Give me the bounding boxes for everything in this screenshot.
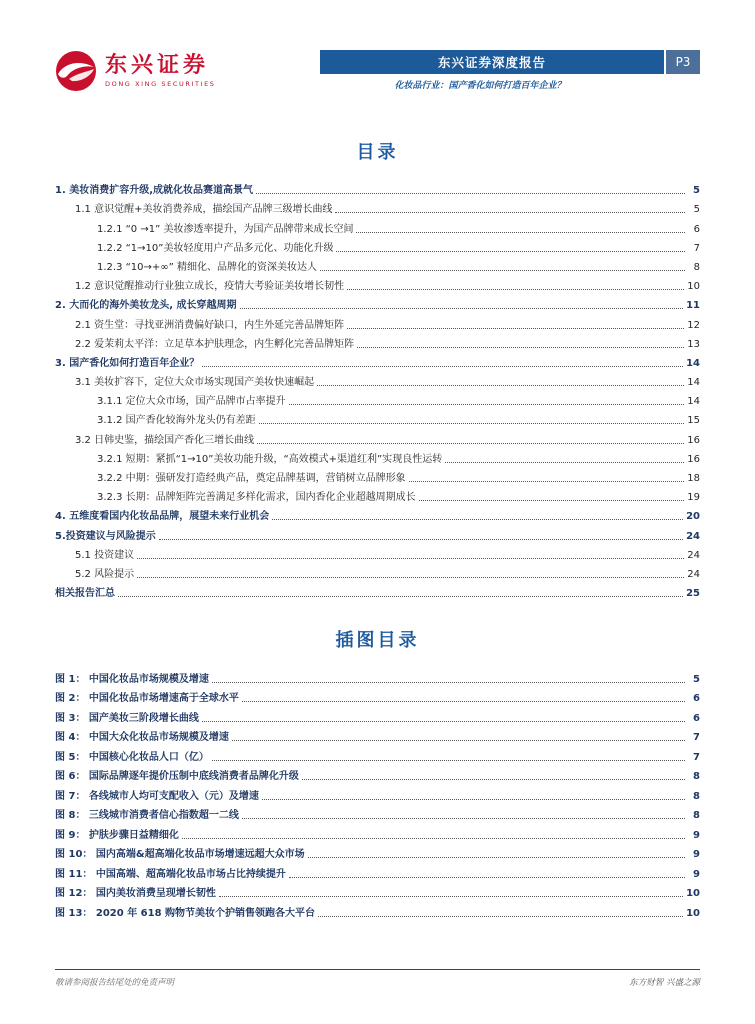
dot-leader — [212, 760, 685, 761]
brand-logo — [55, 50, 216, 92]
figure-entry-label: 图 11： 中国高端、超高端化妆品市场占比持续提升 — [55, 868, 286, 880]
figure-entry-page: 6 — [693, 693, 700, 705]
toc-entry-label: 1. 美妆消费扩容升级,成就化妆品赛道高景气 — [55, 185, 254, 197]
toc-entry[interactable] — [55, 351, 700, 370]
dot-leader — [289, 404, 685, 405]
toc-entry-page: 14 — [687, 396, 700, 408]
figure-entry-label: 图 7： 各线城市人均可支配收入（元）及增速 — [55, 790, 259, 802]
dot-leader — [409, 481, 685, 482]
figure-entry-page: 8 — [693, 771, 700, 783]
toc-entry-page: 11 — [686, 300, 700, 312]
toc-entry-page: 14 — [686, 357, 700, 369]
toc-entry-label: 3.2.3 长期：品牌矩阵完善满足多样化需求，国内香化企业超越周期成长 — [97, 492, 416, 504]
toc-entry-page: 19 — [687, 492, 700, 504]
figure-entry[interactable] — [55, 881, 700, 901]
dot-leader — [347, 289, 684, 290]
figure-entry-label: 图 4： 中国大众化妆品市场规模及增速 — [55, 732, 229, 744]
toc-entry-label: 5.投资建议与风险提示 — [55, 530, 156, 542]
page-footer — [55, 969, 700, 988]
toc-entry[interactable] — [55, 370, 700, 389]
toc-entry-page: 6 — [693, 223, 700, 235]
toc-entry-page: 18 — [687, 473, 700, 484]
toc-entry-page: 25 — [686, 588, 700, 600]
figure-entry-page: 8 — [693, 790, 700, 802]
figure-entry-page: 7 — [693, 751, 700, 763]
dot-leader — [445, 462, 684, 463]
figure-entry-label: 图 1： 中国化妆品市场规模及增速 — [55, 673, 209, 685]
toc-entry-page: 14 — [687, 377, 700, 389]
toc-entry-label: 2.1 资生堂：寻找亚洲消费偏好缺口，内生外延完善品牌矩阵 — [75, 319, 345, 331]
figure-entry-page: 10 — [686, 888, 700, 900]
toc-entry-page: 16 — [687, 434, 700, 446]
toc-entry-page: 10 — [687, 281, 700, 293]
toc-entry-label: 3.2.1 短期：紧抓“1→10”美妆功能升级，“高效模式+渠道红利”实现良性运转 — [97, 453, 443, 465]
toc-entry-label: 1.1 意识觉醒+美妆消费养成，描绘国产品牌三级增长曲线 — [75, 204, 333, 216]
figure-entry[interactable] — [55, 861, 700, 881]
dot-leader — [289, 877, 685, 878]
toc-entry-page: 20 — [686, 511, 700, 523]
figure-entry-page: 9 — [693, 849, 700, 861]
dot-leader — [202, 721, 685, 722]
toc-entry[interactable] — [55, 581, 700, 600]
toc-entry[interactable] — [55, 197, 700, 216]
toc-entry-label: 3.1.2 国产香化较海外龙头仍有差距 — [97, 415, 256, 427]
toc-title: 目录 — [356, 142, 399, 163]
toc-entry-page: 5 — [693, 185, 700, 197]
toc-entry-label: 相关报告汇总 — [55, 588, 115, 600]
dot-leader — [336, 251, 685, 252]
dot-leader — [259, 423, 685, 424]
brand-name-en: DONG XING SECURITIES — [105, 80, 216, 89]
disclaimer-note: 敬请参阅报告结尾处的免责声明 — [55, 978, 175, 988]
report-subtitle: 化妆品行业：国产香化如何打造百年企业？ — [394, 81, 566, 91]
figure-entry-label: 图 6： 国际品牌逐年提价压制中底线消费者品牌化升级 — [55, 771, 299, 783]
figure-entry-page: 6 — [693, 712, 700, 724]
figure-entry[interactable] — [55, 900, 700, 920]
dot-leader — [159, 539, 683, 540]
figure-entry-label: 图 10： 国内高端&超高端化妆品市场增速远超大众市场 — [55, 849, 305, 861]
toc-entry-page: 24 — [687, 568, 700, 580]
toc-entry-page: 7 — [693, 242, 700, 254]
toc-entry[interactable] — [55, 466, 700, 485]
toc-entry-label: 3.2 日韩史鉴，描绘国产香化三增长曲线 — [75, 434, 255, 446]
header-banner-group — [320, 50, 700, 91]
figure-entry-page: 10 — [686, 907, 700, 919]
figure-entry[interactable] — [55, 705, 700, 725]
dot-leader — [272, 519, 683, 520]
toc-list — [55, 178, 700, 600]
dot-leader — [318, 916, 683, 917]
figure-entry[interactable] — [55, 744, 700, 764]
dot-leader — [242, 818, 685, 819]
dot-leader — [219, 896, 683, 897]
toc-entry-label: 5.1 投资建议 — [75, 549, 135, 561]
toc-entry-page: 24 — [687, 549, 700, 561]
toc-entry[interactable] — [55, 389, 700, 408]
figure-entry-page: 9 — [693, 829, 700, 841]
toc-entry[interactable] — [55, 485, 700, 504]
brand-name-cn: 东兴证券 — [105, 52, 210, 78]
dot-leader — [262, 799, 685, 800]
dot-leader — [335, 212, 685, 213]
dot-leader — [137, 577, 684, 578]
toc-entry[interactable] — [55, 504, 700, 523]
toc-entry-page: 15 — [687, 415, 700, 427]
toc-entry-label: 1.2 意识觉醒推动行业独立成长，疫情大考验证美妆增长韧性 — [75, 281, 345, 293]
figure-entry-page: 7 — [693, 732, 700, 744]
dot-leader — [357, 347, 684, 348]
dot-leader — [302, 779, 685, 780]
dot-leader — [308, 857, 685, 858]
report-type-title: 东兴证券深度报告 — [320, 50, 664, 74]
toc-entry-label: 3.1 美妆扩容下，定位大众市场实现国产美妆快速崛起 — [75, 377, 315, 389]
dot-leader — [256, 193, 685, 194]
toc-entry[interactable] — [55, 427, 700, 446]
report-banner — [320, 50, 700, 74]
figure-entry[interactable] — [55, 822, 700, 842]
figure-entry[interactable] — [55, 842, 700, 862]
page-number-badge: P3 — [666, 50, 700, 74]
dot-leader — [257, 443, 684, 444]
toc-entry[interactable] — [55, 236, 700, 255]
figure-entry[interactable] — [55, 803, 700, 823]
dot-leader — [232, 740, 685, 741]
brand-logo-icon — [55, 50, 97, 92]
toc-entry[interactable] — [55, 543, 700, 562]
toc-entry-page: 12 — [687, 319, 700, 331]
figure-entry-page: 8 — [693, 810, 700, 822]
figures-list — [55, 666, 700, 920]
dot-leader — [118, 596, 683, 597]
figure-entry[interactable] — [55, 666, 700, 686]
dot-leader — [320, 270, 685, 271]
dot-leader — [182, 838, 685, 839]
toc-entry[interactable] — [55, 408, 700, 427]
dot-leader — [202, 366, 683, 367]
figure-entry-label: 图 13： 2020 年 618 购物节美妆个护销售领跑各大平台 — [55, 907, 316, 919]
toc-entry-page: 13 — [687, 338, 700, 350]
toc-entry-page: 24 — [686, 530, 700, 542]
toc-entry-label: 4. 五维度看国内化妆品品牌，展望未来行业机会 — [55, 511, 270, 523]
toc-entry-page: 5 — [693, 204, 700, 216]
dot-leader — [317, 385, 684, 386]
footer-slogan: 东方财智 兴盛之源 — [629, 978, 700, 988]
toc-entry-label: 1.2.1 “0 →1” 美妆渗透率提升，为国产品牌带来成长空间 — [97, 223, 354, 235]
toc-entry[interactable] — [55, 293, 700, 312]
toc-entry[interactable] — [55, 312, 700, 331]
toc-entry[interactable] — [55, 255, 700, 274]
figure-entry-label: 图 2： 中国化妆品市场增速高于全球水平 — [55, 693, 239, 705]
toc-entry[interactable] — [55, 274, 700, 293]
figure-entry-label: 图 9： 护肤步骤日益精细化 — [55, 829, 179, 841]
figure-entry[interactable] — [55, 686, 700, 706]
figure-entry-label: 图 8： 三线城市消费者信心指数超一二线 — [55, 810, 239, 822]
figure-entry-label: 图 5： 中国核心化妆品人口（亿） — [55, 751, 209, 763]
toc-entry-label: 3.2.2 中期：强研发打造经典产品，奠定品牌基调，营销树立品牌形象 — [97, 473, 406, 484]
toc-entry[interactable] — [55, 332, 700, 351]
toc-entry[interactable] — [55, 178, 700, 197]
toc-entry-label: 5.2 风险提示 — [75, 568, 135, 580]
toc-entry[interactable] — [55, 216, 700, 235]
toc-entry-label: 2. 大而化的海外美妆龙头, 成长穿越周期 — [55, 300, 237, 312]
figures-title: 插图目录 — [335, 630, 420, 652]
dot-leader — [240, 308, 684, 309]
toc-entry-label: 3. 国产香化如何打造百年企业？ — [55, 357, 200, 369]
toc-entry-page: 8 — [693, 261, 700, 273]
figure-entry[interactable] — [55, 783, 700, 803]
toc-entry[interactable] — [55, 562, 700, 581]
toc-entry-label: 1.2.3 “10→+∞” 精细化、品牌化的资深美妆达人 — [97, 261, 317, 273]
figure-entry-label: 图 3： 国产美妆三阶段增长曲线 — [55, 712, 199, 724]
toc-entry-label: 1.2.2 “1→10”美妆轻度用户产品多元化、功能化升级 — [97, 242, 334, 254]
figure-entry-label: 图 12： 国内美妆消费呈现增长韧性 — [55, 888, 216, 900]
brand-logo-text — [105, 54, 216, 88]
dot-leader — [356, 232, 685, 233]
dot-leader — [212, 682, 685, 683]
dot-leader — [347, 328, 684, 329]
dot-leader — [419, 500, 685, 501]
figure-entry[interactable] — [55, 764, 700, 784]
toc-entry[interactable] — [55, 447, 700, 466]
figure-entry[interactable] — [55, 725, 700, 745]
figure-entry-page: 9 — [693, 868, 700, 880]
toc-entry[interactable] — [55, 523, 700, 542]
page-header — [55, 0, 700, 92]
dot-leader — [242, 701, 685, 702]
toc-entry-label: 2.2 爱茉莉太平洋：立足草本护肤理念，内生孵化完善品牌矩阵 — [75, 338, 355, 350]
toc-entry-page: 16 — [687, 453, 700, 465]
toc-entry-label: 3.1.1 定位大众市场，国产品牌市占率提升 — [97, 396, 286, 408]
figure-entry-page: 5 — [693, 673, 700, 685]
dot-leader — [137, 558, 684, 559]
